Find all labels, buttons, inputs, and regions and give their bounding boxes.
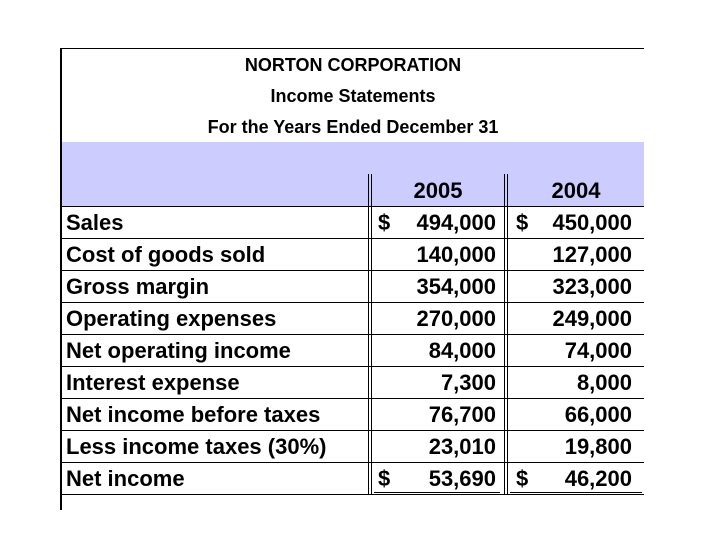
currency-symbol-2004: $ <box>516 466 529 491</box>
currency-symbol-2004: $ <box>516 210 529 235</box>
row-label: Sales <box>66 210 124 235</box>
row-label: Less income taxes (30%) <box>66 434 327 459</box>
value-2005: 494,000 <box>416 210 496 235</box>
statement-period: For the Years Ended December 31 <box>207 117 499 137</box>
row-label: Gross margin <box>66 274 210 299</box>
statement-row <box>62 206 644 238</box>
income-statement-sheet <box>60 48 646 510</box>
value-2005: 23,010 <box>428 434 496 459</box>
statement-row <box>62 462 644 494</box>
value-2005: 270,000 <box>416 306 496 331</box>
statement-row <box>62 430 644 462</box>
value-2004: 127,000 <box>552 242 632 267</box>
currency-symbol-2005: $ <box>378 466 391 491</box>
value-2005: 354,000 <box>416 274 496 299</box>
header-band <box>62 142 644 175</box>
value-2004: 450,000 <box>552 210 632 235</box>
value-2005: 140,000 <box>416 242 496 267</box>
statement-row <box>62 270 644 302</box>
statement-row <box>62 398 644 430</box>
value-2004: 66,000 <box>564 402 632 427</box>
value-2004: 46,200 <box>564 466 632 491</box>
value-2004: 249,000 <box>552 306 632 331</box>
value-2004: 19,800 <box>564 434 632 459</box>
value-2004: 74,000 <box>564 338 632 363</box>
row-label: Cost of goods sold <box>66 242 266 267</box>
value-2005: 84,000 <box>428 338 496 363</box>
statement-header <box>62 48 644 144</box>
value-2004: 8,000 <box>576 370 632 395</box>
statement-title: Income Statements <box>270 86 436 106</box>
row-label: Net operating income <box>66 338 291 363</box>
row-label: Net income before taxes <box>66 402 321 427</box>
table-bottom-rule <box>62 494 644 495</box>
value-2005: 76,700 <box>428 402 496 427</box>
statement-row <box>62 366 644 398</box>
value-2005: 7,300 <box>440 370 496 395</box>
row-label: Net income <box>66 466 185 491</box>
row-label: Interest expense <box>66 370 240 395</box>
value-2004: 323,000 <box>552 274 632 299</box>
year-2005-header: 2005 <box>413 178 463 203</box>
row-label: Operating expenses <box>66 306 277 331</box>
statement-row <box>62 334 644 366</box>
value-2005: 53,690 <box>428 466 496 491</box>
currency-symbol-2005: $ <box>378 210 391 235</box>
statement-row <box>62 302 644 334</box>
company-name: NORTON CORPORATION <box>244 55 462 75</box>
year-2004-header: 2004 <box>551 178 601 203</box>
statement-row <box>62 238 644 270</box>
